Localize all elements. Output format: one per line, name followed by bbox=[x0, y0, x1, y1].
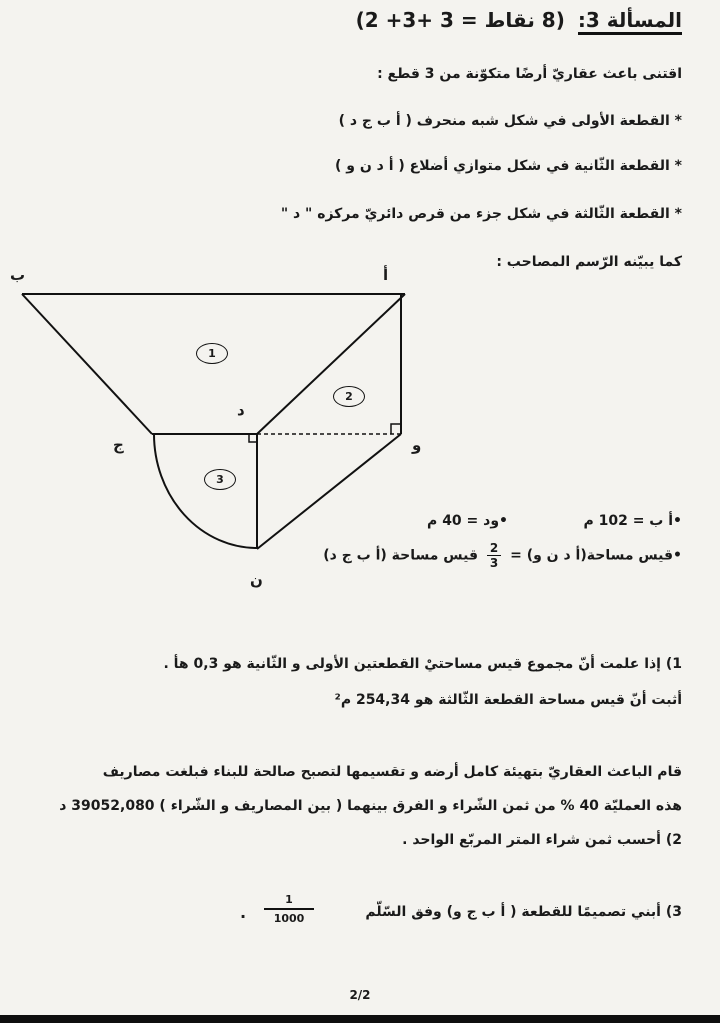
label-j: ج bbox=[113, 436, 124, 454]
bullet-disc-part: * القطعة الثّالثة في شكل جزء من قرص دائريّ مركزه " د " bbox=[280, 206, 682, 222]
page-number: 2/2 bbox=[349, 988, 371, 1002]
fraction-numerator: 2 bbox=[487, 541, 501, 556]
label-a: أ bbox=[383, 266, 389, 284]
question-1-line-1: 1) إذا علمت أنّ مجموع قيس مساحتيْ القطعتين الأولى و الثّانية هو 0,3 هأ . bbox=[163, 656, 682, 672]
scale-fraction bbox=[264, 893, 314, 925]
question-2-line-3: 2) أحسب ثمن شراء المتر المربّع الواحد . bbox=[402, 832, 682, 848]
region-2-badge: 2 bbox=[333, 386, 365, 407]
label-d: د bbox=[237, 401, 245, 419]
scale-denominator: 1000 bbox=[273, 912, 305, 925]
question-3-line: 3) أبني تصميمًا للقطعة ( أ ب ج و) وفق السّلّم bbox=[365, 904, 682, 920]
quarter-disc-region bbox=[154, 434, 257, 548]
problem-points: (8 نقاط = 3 +3+ 2) bbox=[355, 8, 565, 32]
label-w: و bbox=[412, 436, 422, 454]
fraction-two-thirds bbox=[487, 541, 501, 570]
question-2-line-2: هذه العمليّة 40 % من ثمن الشّراء و الفرق بينهما ( بين المصاريف و الشّراء ) 39052,080 د bbox=[59, 798, 682, 814]
segment-ad bbox=[257, 294, 405, 434]
figure-intro-line: كما يبيّنه الرّسم المصاحب : bbox=[496, 254, 682, 270]
region-3-badge: 3 bbox=[204, 469, 236, 490]
given-wd: •ود = 40 م bbox=[427, 513, 508, 529]
question-3-period: . bbox=[240, 903, 247, 922]
given-ab: •أ ب = 102 م bbox=[583, 513, 682, 529]
region-1-badge: 1 bbox=[196, 343, 228, 364]
question-1-line-2: أثبت أنّ قيس مساحة القطعة الثّالثة هو 254,34 م² bbox=[334, 692, 682, 708]
right-angle-mark-w bbox=[391, 424, 401, 434]
intro-line: اقتنى باعث عقاريّ أرضًا متكوّنة من 3 قطع : bbox=[377, 66, 682, 82]
bullet-parallelogram: * القطعة الثّانية في شكل متوازي أضلاع ( أ د ن و ) bbox=[335, 158, 682, 174]
segment-nw bbox=[257, 434, 401, 549]
area-relation-suffix: قيس مساحة (أ ب ج د) bbox=[323, 547, 478, 564]
question-2-line-1: قام الباعث العقاريّ بتهيئة كامل أرضه و تقسيمها لتصبح صالحة للبناء فبلغت مصاريف bbox=[102, 764, 682, 780]
right-angle-mark-d bbox=[249, 434, 257, 442]
fraction-denominator: 3 bbox=[489, 556, 499, 570]
scale-numerator: 1 bbox=[264, 893, 314, 910]
segment-bj bbox=[22, 294, 152, 434]
bottom-edge-bar bbox=[0, 1015, 720, 1023]
label-b: ب bbox=[10, 266, 26, 284]
label-n: ن bbox=[250, 571, 263, 589]
bullet-trapezoid: * القطعة الأولى في شكل شبه منحرف ( أ ب ج د ) bbox=[338, 113, 682, 129]
problem-title-label: المسألة 3: bbox=[578, 8, 682, 35]
given-area-relation bbox=[323, 541, 682, 570]
area-relation-prefix: •قيس مساحة(أ د ن و) = bbox=[510, 547, 682, 564]
